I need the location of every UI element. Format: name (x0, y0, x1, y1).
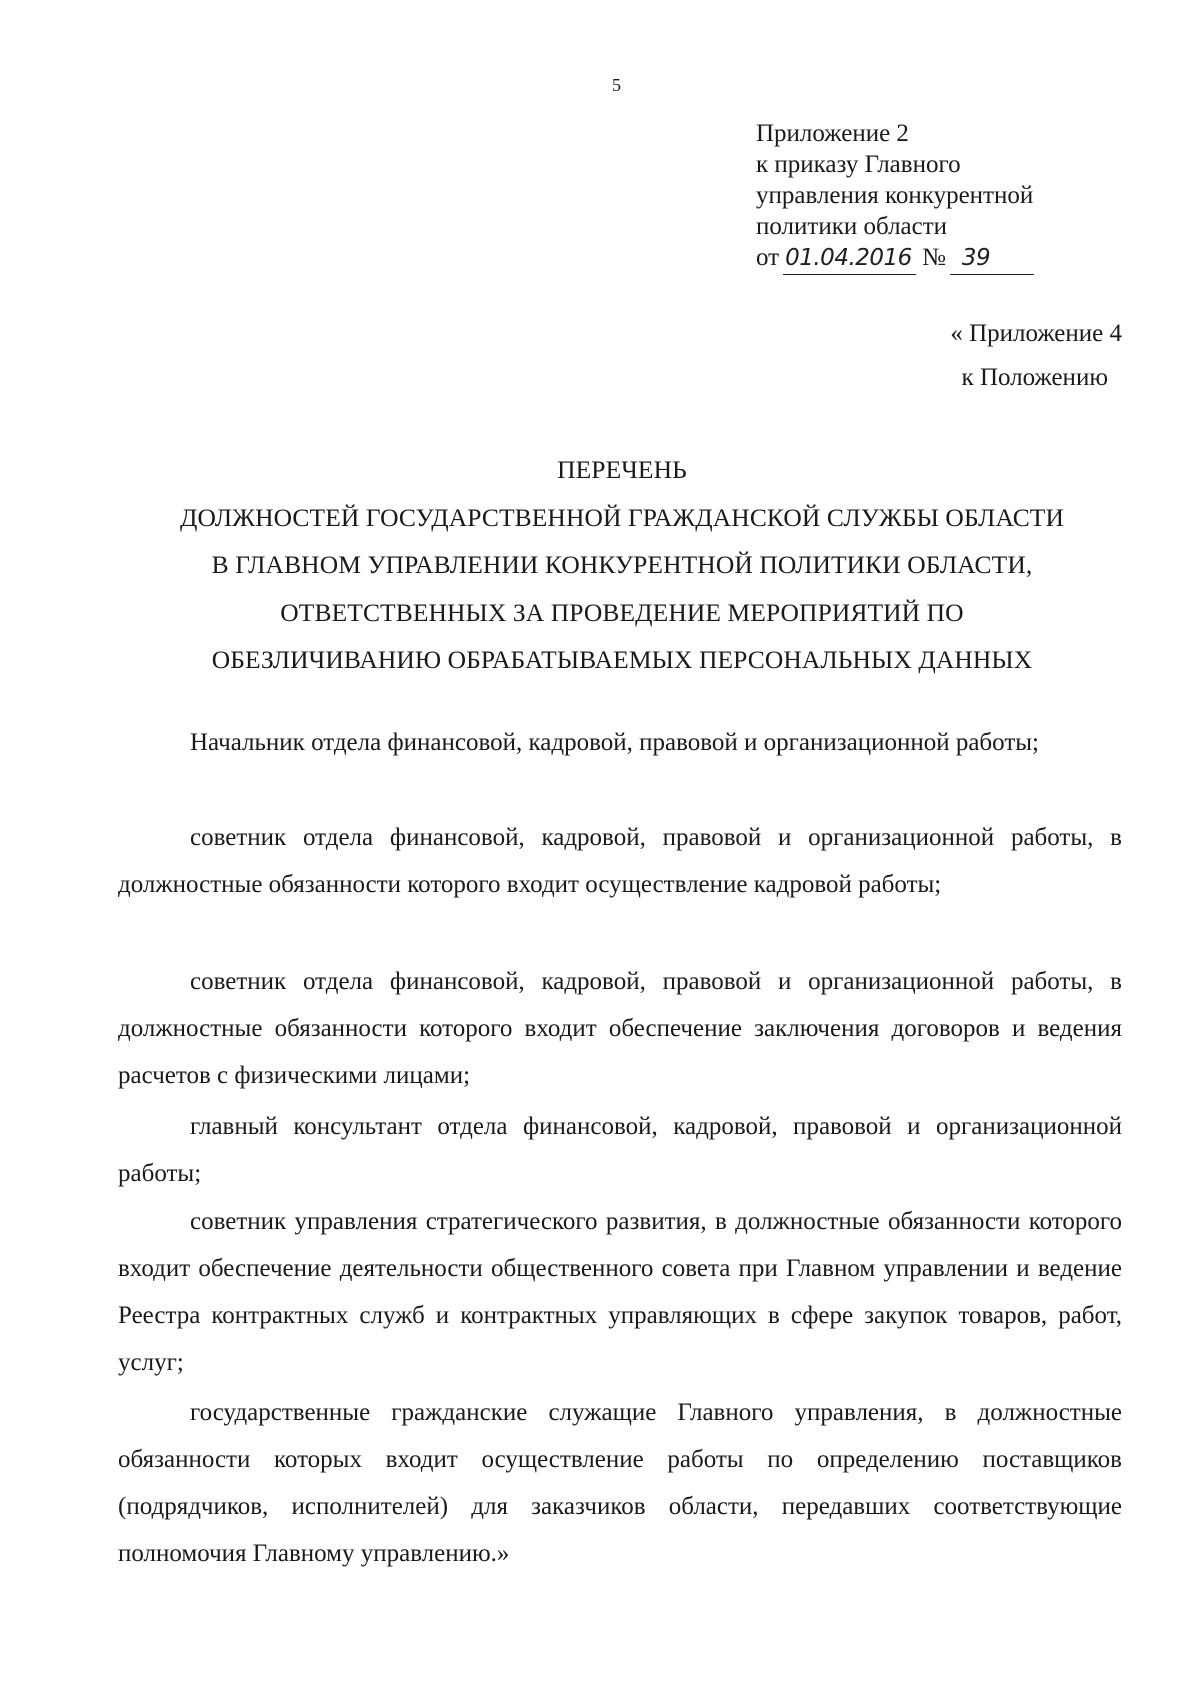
appendix-header (756, 118, 1136, 275)
from-label: от (756, 244, 780, 271)
appendix-line-1: Приложение 2 (756, 120, 909, 147)
title-line-2: ДОЛЖНОСТЕЙ ГОСУДАРСТВЕННОЙ ГРАЖДАНСКОЙ СЛУЖБЫ ОБЛАСТИ (180, 502, 1064, 532)
position-paragraph: главный консультант отдела финансовой, кадровой, правовой и организационной работы; (118, 1113, 1122, 1187)
title-line-3: В ГЛАВНОМ УПРАВЛЕНИИ КОНКУРЕНТНОЙ ПОЛИТИКИ ОБЛАСТИ, (211, 550, 1033, 579)
position-paragraph: советник отдела финансовой, кадровой, правовой и организационной работы, в должностные обязанности которого входит обеспечение заключения договоров и ведения расчетов с физическими лицами; (118, 968, 1122, 1089)
position-paragraph: советник отдела финансовой, кадровой, правовой и организационной работы, в должностные обязанности которого входит осуществление кадровой работы; (118, 824, 1122, 898)
position-paragraph: советник управления стратегического развития, в должностные обязанности которого входит обеспечение деятельности общественного совета при Главном управлении и ведение Реестра контрактных служб и контрактных управляющих в сфере закупок товаров, работ, услуг; (118, 1208, 1122, 1376)
order-date-number-line (756, 242, 1136, 275)
handwritten-date: 01.04.2016 (783, 243, 916, 275)
document-title (90, 446, 1154, 684)
title-line-1: ПЕРЕЧЕНЬ (557, 455, 687, 484)
number-label: № (922, 244, 946, 271)
appendix-line-3: управления конкурентной (756, 182, 1034, 209)
appendix-line-2: к приказу Главного (756, 151, 961, 178)
position-paragraph: государственные гражданские служащие Главного управления, в должностные обязанности которых входит осуществление работы по определению поставщиков (подрядчиков, исполнителей) для заказчиков области, передавших соответствующие полномочия Главному управлению.» (118, 1399, 1122, 1567)
handwritten-order-number: 39 (950, 243, 1034, 275)
title-line-5: ОБЕЗЛИЧИВАНИЮ ОБРАБАТЫВАЕМЫХ ПЕРСОНАЛЬНЫХ ДАННЫХ (211, 645, 1033, 674)
note-line-1: « Приложение 4 (950, 320, 1122, 347)
title-line-4: ОТВЕТСТВЕННЫХ ЗА ПРОВЕДЕНИЕ МЕРОПРИЯТИЙ ПО (280, 597, 964, 627)
position-paragraph: Начальник отдела финансовой, кадровой, правовой и организационной работы; (190, 729, 1039, 756)
page-number: 5 (612, 75, 621, 95)
appendix-4-note (950, 318, 1122, 393)
appendix-line-4: политики области (756, 213, 948, 240)
note-line-2: к Положению (961, 364, 1108, 391)
